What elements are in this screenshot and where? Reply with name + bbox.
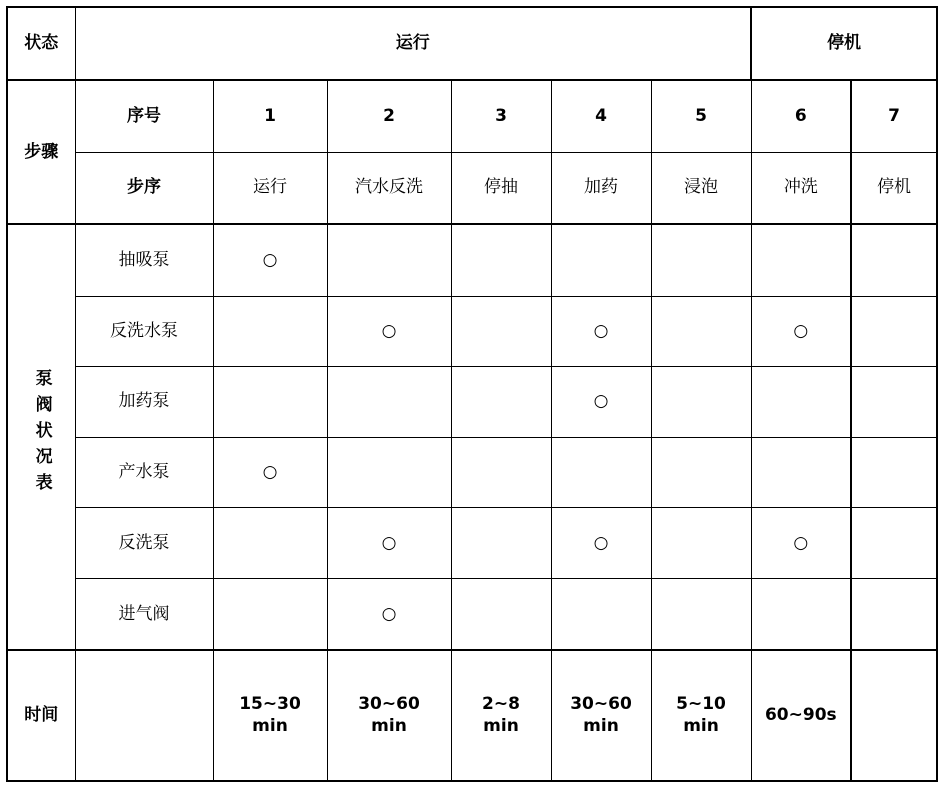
device-6-mark-7 — [851, 578, 937, 650]
procedure-6: 冲洗 — [751, 152, 851, 224]
device-2-mark-3 — [451, 296, 551, 367]
device-3-mark-6 — [751, 367, 851, 438]
seq-number-4: 4 — [551, 80, 651, 152]
device-5-mark-3 — [451, 508, 551, 579]
table-row-device — [7, 224, 937, 296]
device-1-mark-2 — [327, 224, 451, 296]
table-row-sequence — [7, 80, 937, 152]
time-value-1-line2: min — [252, 715, 288, 736]
device-name-1: 抽吸泵 — [75, 224, 213, 296]
device-1-mark-3 — [451, 224, 551, 296]
procedure-2: 汽水反洗 — [327, 152, 451, 224]
device-6-mark-5 — [651, 578, 751, 650]
time-value-3 — [451, 650, 551, 781]
device-4-mark-3 — [451, 437, 551, 508]
pump-group-label-cell — [7, 224, 75, 650]
device-2-mark-2: ○ — [327, 296, 451, 367]
time-value-1-line1: 15~30 — [239, 694, 301, 715]
device-6-mark-6 — [751, 578, 851, 650]
time-value-1 — [213, 650, 327, 781]
device-5-mark-4: ○ — [551, 508, 651, 579]
device-2-mark-1 — [213, 296, 327, 367]
device-5-mark-6: ○ — [751, 508, 851, 579]
seq-number-6: 6 — [751, 80, 851, 152]
device-name-2: 反洗水泵 — [75, 296, 213, 367]
device-name-3: 加药泵 — [75, 367, 213, 438]
table-row-device — [7, 296, 937, 367]
table-row-device — [7, 437, 937, 508]
table-row-device — [7, 508, 937, 579]
step-group-label-cell: 步骤 — [7, 80, 75, 224]
device-2-mark-7 — [851, 296, 937, 367]
seq-number-3: 3 — [451, 80, 551, 152]
time-value-5 — [651, 650, 751, 781]
state-stopped-cell: 停机 — [751, 7, 937, 80]
time-value-2-line2: min — [371, 715, 407, 736]
order-label-cell: 步序 — [75, 152, 213, 224]
time-label-cell: 时间 — [7, 650, 75, 781]
pump-valve-status-table — [6, 6, 938, 782]
device-4-mark-6 — [751, 437, 851, 508]
device-6-mark-2: ○ — [327, 578, 451, 650]
table-row-device — [7, 578, 937, 650]
device-3-mark-1 — [213, 367, 327, 438]
device-4-mark-5 — [651, 437, 751, 508]
time-value-2-line1: 30~60 — [358, 694, 420, 715]
device-5-mark-7 — [851, 508, 937, 579]
pump-group-label-text: 泵阀状况表 — [31, 369, 52, 500]
table-row-device — [7, 367, 937, 438]
time-value-4 — [551, 650, 651, 781]
seq-number-7: 7 — [851, 80, 937, 152]
device-name-4: 产水泵 — [75, 437, 213, 508]
device-6-mark-1 — [213, 578, 327, 650]
device-3-mark-5 — [651, 367, 751, 438]
time-blank-cell — [75, 650, 213, 781]
time-value-4-line1: 30~60 — [570, 694, 632, 715]
table-row-procedure — [7, 152, 937, 224]
state-label-cell: 状态 — [7, 7, 75, 80]
device-4-mark-4 — [551, 437, 651, 508]
state-running-cell: 运行 — [75, 7, 751, 80]
device-name-5: 反洗泵 — [75, 508, 213, 579]
device-name-6: 进气阀 — [75, 578, 213, 650]
time-value-5-line1: 5~10 — [676, 694, 726, 715]
device-3-mark-3 — [451, 367, 551, 438]
device-4-mark-1: ○ — [213, 437, 327, 508]
device-1-mark-5 — [651, 224, 751, 296]
device-5-mark-1 — [213, 508, 327, 579]
device-2-mark-6: ○ — [751, 296, 851, 367]
device-1-mark-1: ○ — [213, 224, 327, 296]
seq-label-cell: 序号 — [75, 80, 213, 152]
time-value-6: 60~90s — [751, 650, 851, 781]
device-3-mark-4: ○ — [551, 367, 651, 438]
seq-number-5: 5 — [651, 80, 751, 152]
procedure-4: 加药 — [551, 152, 651, 224]
device-5-mark-2: ○ — [327, 508, 451, 579]
time-value-7 — [851, 650, 937, 781]
device-4-mark-7 — [851, 437, 937, 508]
seq-number-2: 2 — [327, 80, 451, 152]
device-2-mark-4: ○ — [551, 296, 651, 367]
procedure-1: 运行 — [213, 152, 327, 224]
device-1-mark-7 — [851, 224, 937, 296]
device-1-mark-6 — [751, 224, 851, 296]
device-5-mark-5 — [651, 508, 751, 579]
device-4-mark-2 — [327, 437, 451, 508]
time-value-3-line1: 2~8 — [482, 694, 520, 715]
time-value-4-line2: min — [583, 715, 619, 736]
seq-number-1: 1 — [213, 80, 327, 152]
device-2-mark-5 — [651, 296, 751, 367]
time-value-3-line2: min — [483, 715, 519, 736]
time-value-2 — [327, 650, 451, 781]
device-3-mark-2 — [327, 367, 451, 438]
procedure-7: 停机 — [851, 152, 937, 224]
device-6-mark-4 — [551, 578, 651, 650]
device-6-mark-3 — [451, 578, 551, 650]
table-row-state — [7, 7, 937, 80]
device-3-mark-7 — [851, 367, 937, 438]
device-1-mark-4 — [551, 224, 651, 296]
procedure-3: 停抽 — [451, 152, 551, 224]
table-row-time — [7, 650, 937, 781]
procedure-5: 浸泡 — [651, 152, 751, 224]
time-value-5-line2: min — [683, 715, 719, 736]
